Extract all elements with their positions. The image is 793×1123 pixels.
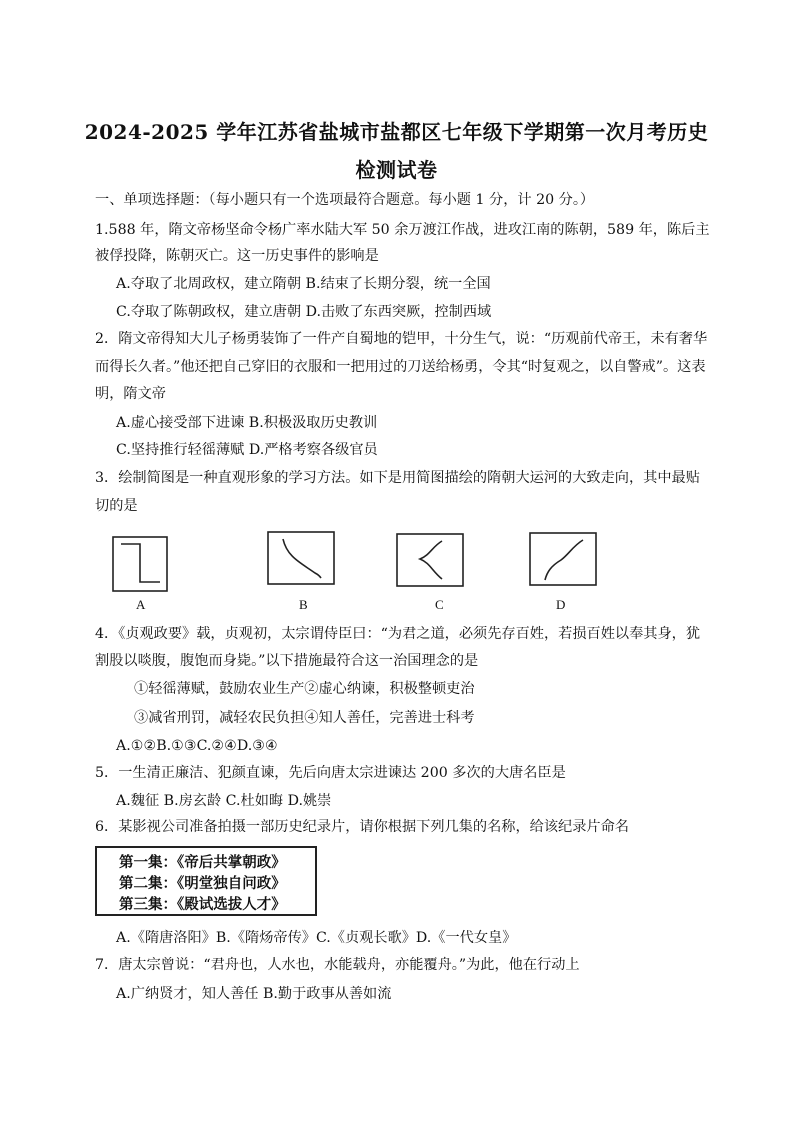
diagram-label-b: B — [299, 597, 308, 612]
episode-3: 第三集：《殿试选拔人才》 — [119, 897, 286, 913]
q4-statements-3-4: ③减省刑罚，减轻农民负担④知人善任，完善进士科考 — [134, 710, 475, 726]
q7-options: A.广纳贤才，知人善任 B.勤于政事从善如流 — [116, 986, 392, 1002]
diagram-label-a: A — [136, 597, 146, 612]
section-heading: 一、单项选择题：（每小题只有一个选项最符合题意。每小题 1 分，计 20 分。） — [95, 192, 595, 208]
canal-diagram-d — [529, 532, 597, 586]
canal-diagram-a — [112, 536, 168, 592]
q7-stem: 7．唐太宗曾说：“君舟也，人水也，水能载舟，亦能覆舟。”为此，他在行动上 — [95, 957, 580, 973]
q2-options-cd: C.坚持推行轻徭薄赋 D.严格考察各级官员 — [116, 442, 378, 458]
q4-stem-line1: 4．《贞观政要》载，贞观初，太宗谓侍臣曰：“为君之道，必须先存百姓，若损百姓以奉其身，犹 — [95, 626, 701, 642]
diagram-label-c: C — [435, 597, 444, 612]
episode-list-box — [95, 846, 317, 916]
q4-options: A.①②B.①③C.②④D.③④ — [116, 738, 278, 754]
canal-diagram-b — [267, 531, 335, 585]
q6-stem: 6．某影视公司准备拍摄一部历史纪录片，请你根据下列几集的名称，给该纪录片命名 — [95, 819, 629, 835]
q1-stem-line2: 被俘投降，陈朝灭亡。这一历史事件的影响是 — [95, 248, 379, 264]
q4-statements-1-2: ①轻徭薄赋，鼓励农业生产②虚心纳谏，积极整顿吏治 — [134, 681, 475, 697]
q5-options: A.魏征 B.房玄龄 C.杜如晦 D.姚崇 — [116, 793, 332, 809]
q1-stem-line1: 1.588 年，隋文帝杨坚命令杨广率水陆大军 50 余万渡江作战，进攻江南的陈朝，589 年，陈后主 — [95, 222, 710, 238]
q4-stem-line2: 割股以啖腹，腹饱而身毙。”以下措施最符合这一治国理念的是 — [95, 653, 479, 669]
q3-stem-line1: 3．绘制简图是一种直观形象的学习方法。如下是用简图描绘的隋朝大运河的大致走向，其中最贴 — [95, 470, 700, 486]
q6-options: A.《隋唐洛阳》B.《隋炀帝传》C.《贞观长歌》D.《一代女皇》 — [116, 930, 517, 946]
diagram-label-d: D — [556, 597, 566, 612]
q2-options-ab: A.虚心接受部下进谏 B.积极汲取历史教训 — [116, 415, 378, 431]
q5-stem: 5．一生清正廉洁、犯颜直谏，先后向唐太宗进谏达 200 多次的大唐名臣是 — [95, 765, 566, 781]
q1-options-cd: C.夺取了陈朝政权，建立唐朝 D.击败了东西突厥，控制西域 — [116, 304, 492, 320]
q3-stem-line2: 切的是 — [95, 498, 138, 514]
canal-diagram-c — [396, 533, 464, 587]
q2-stem-line2: 而得长久者。”他还把自己穿旧的衣服和一把用过的刀送给杨勇，令其“时复观之，以自警戒”。这表 — [95, 359, 706, 375]
exam-title-line2: 检测试卷 — [355, 158, 438, 182]
exam-title-line1: 2024-2025 学年江苏省盐城市盐都区七年级下学期第一次月考历史 — [84, 120, 709, 144]
q2-stem-line1: 2．隋文帝得知大儿子杨勇装饰了一件产自蜀地的铠甲，十分生气，说：“历观前代帝王，未有奢华 — [95, 331, 708, 347]
q2-stem-line3: 明，隋文帝 — [95, 386, 166, 402]
episode-2: 第二集：《明堂独自问政》 — [119, 876, 286, 892]
episode-1: 第一集：《帝后共掌朝政》 — [119, 855, 286, 871]
q1-options-ab: A.夺取了北周政权，建立隋朝 B.结束了长期分裂，统一全国 — [116, 276, 491, 292]
